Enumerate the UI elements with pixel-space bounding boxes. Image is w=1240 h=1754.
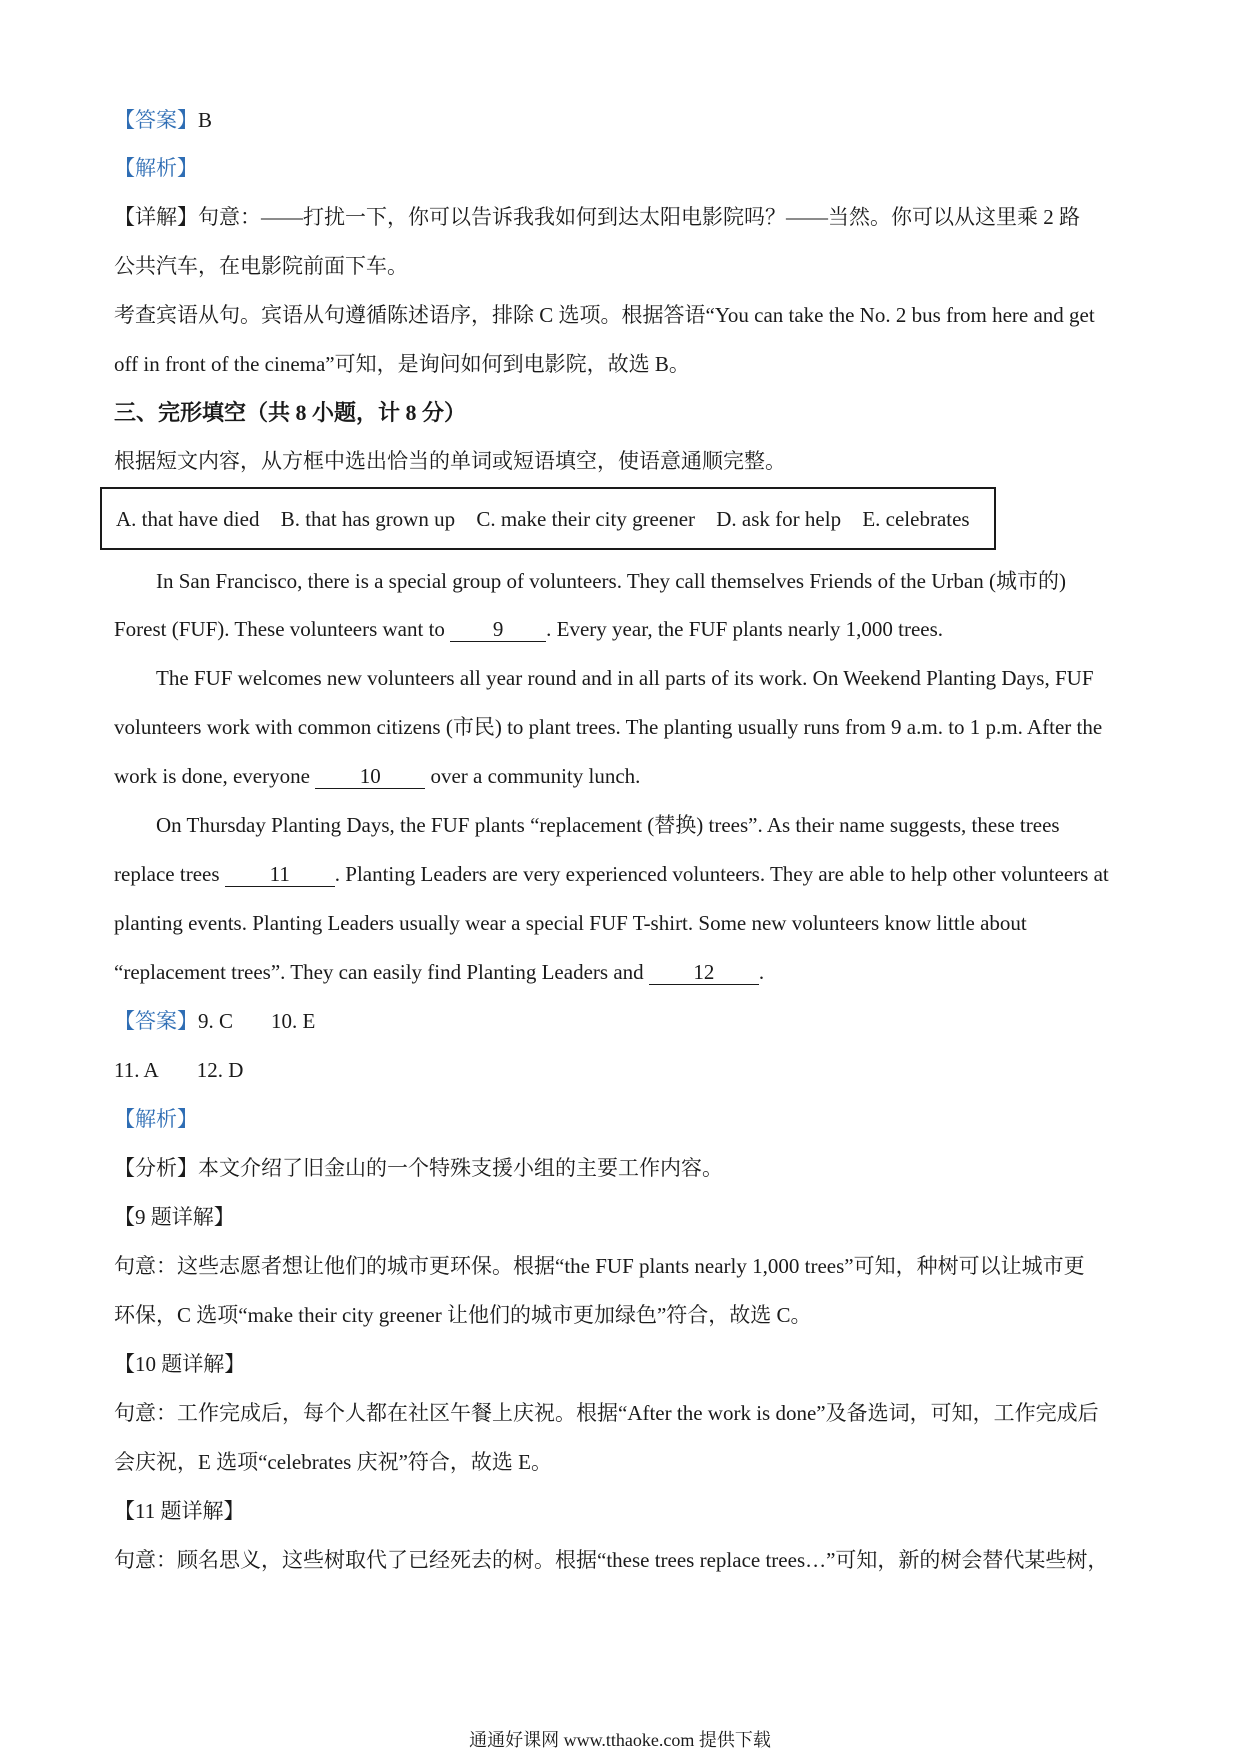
option-d: D. ask for help	[716, 507, 842, 531]
passage-line	[114, 957, 764, 987]
answer-11: 11. A	[114, 1058, 159, 1082]
passage-text: . Every year, the FUF plants nearly 1,000 trees.	[546, 617, 944, 641]
q10-title: 【10 题详解】	[114, 1352, 246, 1376]
passage-text: over a community lunch.	[425, 764, 641, 788]
detail-line: 【详解】句意：——打扰一下，你可以告诉我我如何到达太阳电影院吗？——当然。你可以从这里乘 2 路	[114, 205, 1080, 229]
passage-text: Forest (FUF). These volunteers want to	[114, 617, 451, 641]
q10-detail: 会庆祝，E 选项“celebrates 庆祝”符合，故选 E。	[114, 1450, 552, 1474]
passage-line: planting events. Planting Leaders usually wear a special FUF T-shirt. Some new volunteers know little about	[114, 911, 1027, 935]
jiexi-tag: 【解析】	[114, 1107, 198, 1131]
passage-text: “replacement trees”. They can easily find Planting Leaders and	[114, 960, 649, 984]
options-row	[116, 504, 986, 534]
section-title: 三、完形填空（共 8 小题，计 8 分）	[114, 400, 467, 425]
option-e: E. celebrates	[862, 507, 970, 531]
jiexi-tag: 【解析】	[114, 156, 198, 180]
passage-text: .	[758, 960, 765, 984]
option-c: C. make their city greener	[476, 507, 696, 531]
blank-12: 12	[649, 960, 759, 985]
q10-detail: 句意：工作完成后，每个人都在社区午餐上庆祝。根据“After the work is done”及备选词，可知，工作完成后	[114, 1401, 1099, 1425]
blank-11: 11	[225, 862, 335, 887]
page-footer: 通通好课网 www.tthaoke.com 提供下载	[469, 1730, 771, 1750]
passage-line	[114, 859, 1109, 889]
passage-text: work is done, everyone	[114, 764, 316, 788]
options-box	[100, 487, 996, 550]
analysis-summary: 【分析】本文介绍了旧金山的一个特殊支援小组的主要工作内容。	[114, 1156, 723, 1180]
passage-text: . Planting Leaders are very experienced volunteers. They are able to help other volunteers at	[334, 862, 1109, 886]
q9-title: 【9 题详解】	[114, 1205, 235, 1229]
detail-line: 考查宾语从句。宾语从句遵循陈述语序，排除 C 选项。根据答语“You can take the No. 2 bus from here and get	[114, 303, 1095, 327]
answer-line	[114, 105, 212, 135]
blank-10: 10	[315, 764, 425, 789]
passage-line: volunteers work with common citizens (市民) to plant trees. The planting usually runs from 9 a.m. to 1 p.m. After the	[114, 715, 1103, 739]
q9-detail: 环保，C 选项“make their city greener 让他们的城市更加绿色”符合，故选 C。	[114, 1303, 812, 1327]
detail-line: 公共汽车，在电影院前面下车。	[114, 254, 408, 278]
option-b: B. that has grown up	[280, 507, 456, 531]
answer-9: 9. C	[198, 1009, 234, 1033]
detail-line: off in front of the cinema”可知，是询问如何到电影院，故选 B。	[114, 352, 690, 376]
answer-tag: 【答案】	[114, 1009, 198, 1033]
answers-line	[114, 1055, 243, 1085]
option-a: A. that have died	[116, 507, 260, 531]
answer-10: 10. E	[271, 1009, 316, 1033]
section-instruction: 根据短文内容，从方框中选出恰当的单词或短语填空，使语意通顺完整。	[114, 449, 786, 473]
answer-tag: 【答案】	[114, 108, 198, 132]
answer-12: 12. D	[196, 1058, 244, 1082]
q11-title: 【11 题详解】	[114, 1499, 245, 1523]
passage-text: replace trees	[114, 862, 225, 886]
passage-line: On Thursday Planting Days, the FUF plants “replacement (替换) trees”. As their name suggests, these trees	[156, 813, 1060, 837]
answer-value: B	[198, 108, 213, 132]
passage-line	[114, 761, 640, 791]
q9-detail: 句意：这些志愿者想让他们的城市更环保。根据“the FUF plants nearly 1,000 trees”可知，种树可以让城市更	[114, 1254, 1085, 1278]
passage-line	[114, 614, 943, 644]
answers-line	[114, 1006, 315, 1036]
q11-detail: 句意：顾名思义，这些树取代了已经死去的树。根据“these trees replace trees…”可知，新的树会替代某些树，	[114, 1548, 1109, 1572]
blank-9: 9	[450, 617, 546, 642]
passage-line: In San Francisco, there is a special group of volunteers. They call themselves Friends of the Urban (城市的)	[156, 569, 1066, 593]
passage-line: The FUF welcomes new volunteers all year round and in all parts of its work. On Weekend Planting Days, FUF	[156, 666, 1094, 690]
